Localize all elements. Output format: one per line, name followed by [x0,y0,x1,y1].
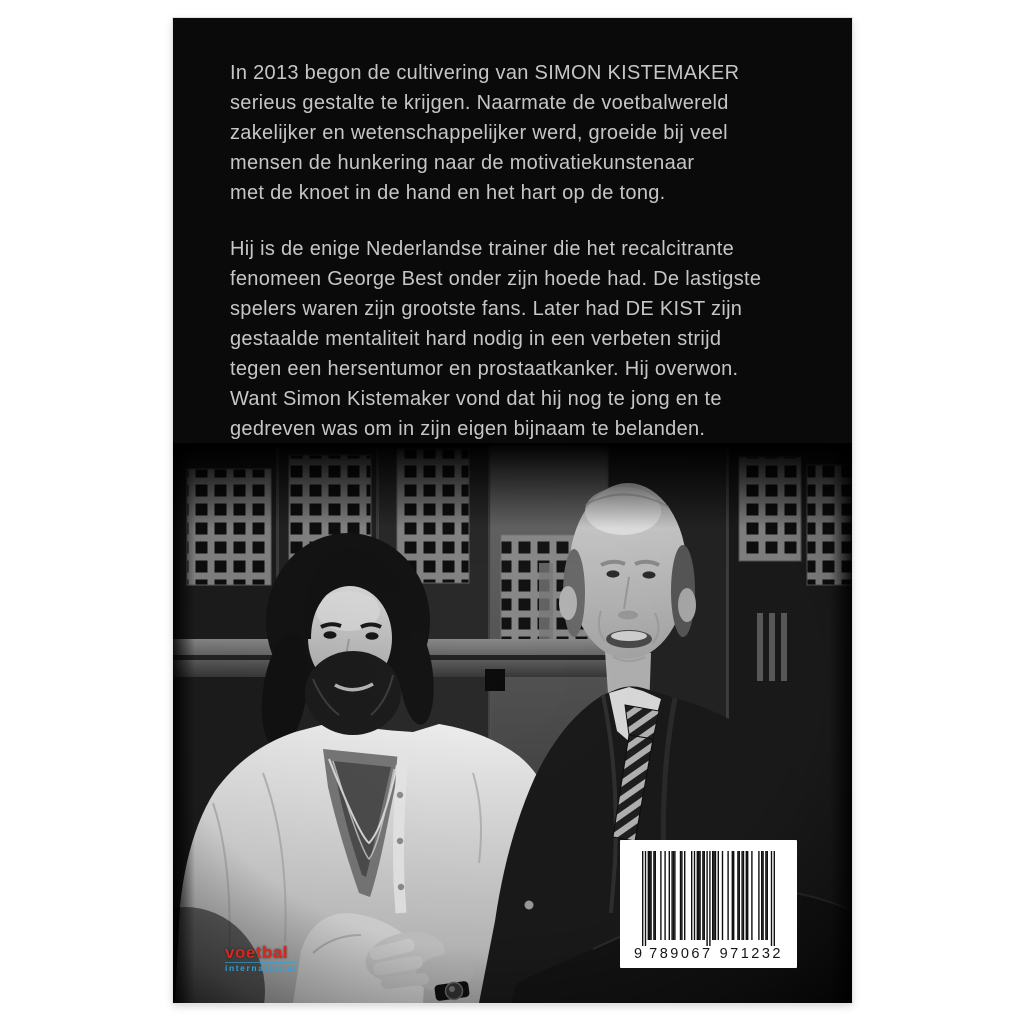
book-back-cover [173,18,852,1003]
blurb-line: serieus gestalte te krijgen. Naarmate de voetbalwereld [230,92,729,114]
publisher-logo [225,944,297,973]
blurb-line: mensen de hunkering naar de motivatiekunstenaar [230,152,695,174]
barcode-bars [642,851,775,951]
blurb-line: fenomeen George Best onder zijn hoede had. De lastigste [230,268,762,290]
blurb-line: tegen een hersentumor en prostaatkanker. Hij overwon. [230,358,739,380]
blurb-line: In 2013 begon de cultivering van SIMON KISTEMAKER [230,62,740,84]
blurb-line: Want Simon Kistemaker vond dat hij nog te jong en te [230,388,722,410]
blurb-line: Hij is de enige Nederlandse trainer die het recalcitrante [230,238,735,260]
blurb-line: met de knoet in de hand en het hart op de tong. [230,182,666,204]
barcode [620,840,797,968]
barcode-digit-group: 971232 [719,946,783,962]
barcode-digit-group: 9 [634,946,643,962]
barcode-digits [634,946,783,962]
publisher-logo-international: international [225,963,297,973]
barcode-digit-group: 789067 [649,946,713,962]
publisher-logo-voetbal: voetbal [225,943,289,962]
blurb-line: gedreven was om in zijn eigen bijnaam te belanden. [230,418,706,440]
blurb-line: gestaalde mentaliteit hard nodig in een verbeten strijd [230,328,722,350]
blurb-line: spelers waren zijn grootste fans. Later had DE KIST zijn [230,298,743,320]
blurb-line: zakelijker en wetenschappelijker werd, groeide bij veel [230,122,728,144]
blurb-paragraph-2 [230,234,804,444]
blurb-paragraph-1 [230,58,804,208]
blurb-text [230,58,804,470]
